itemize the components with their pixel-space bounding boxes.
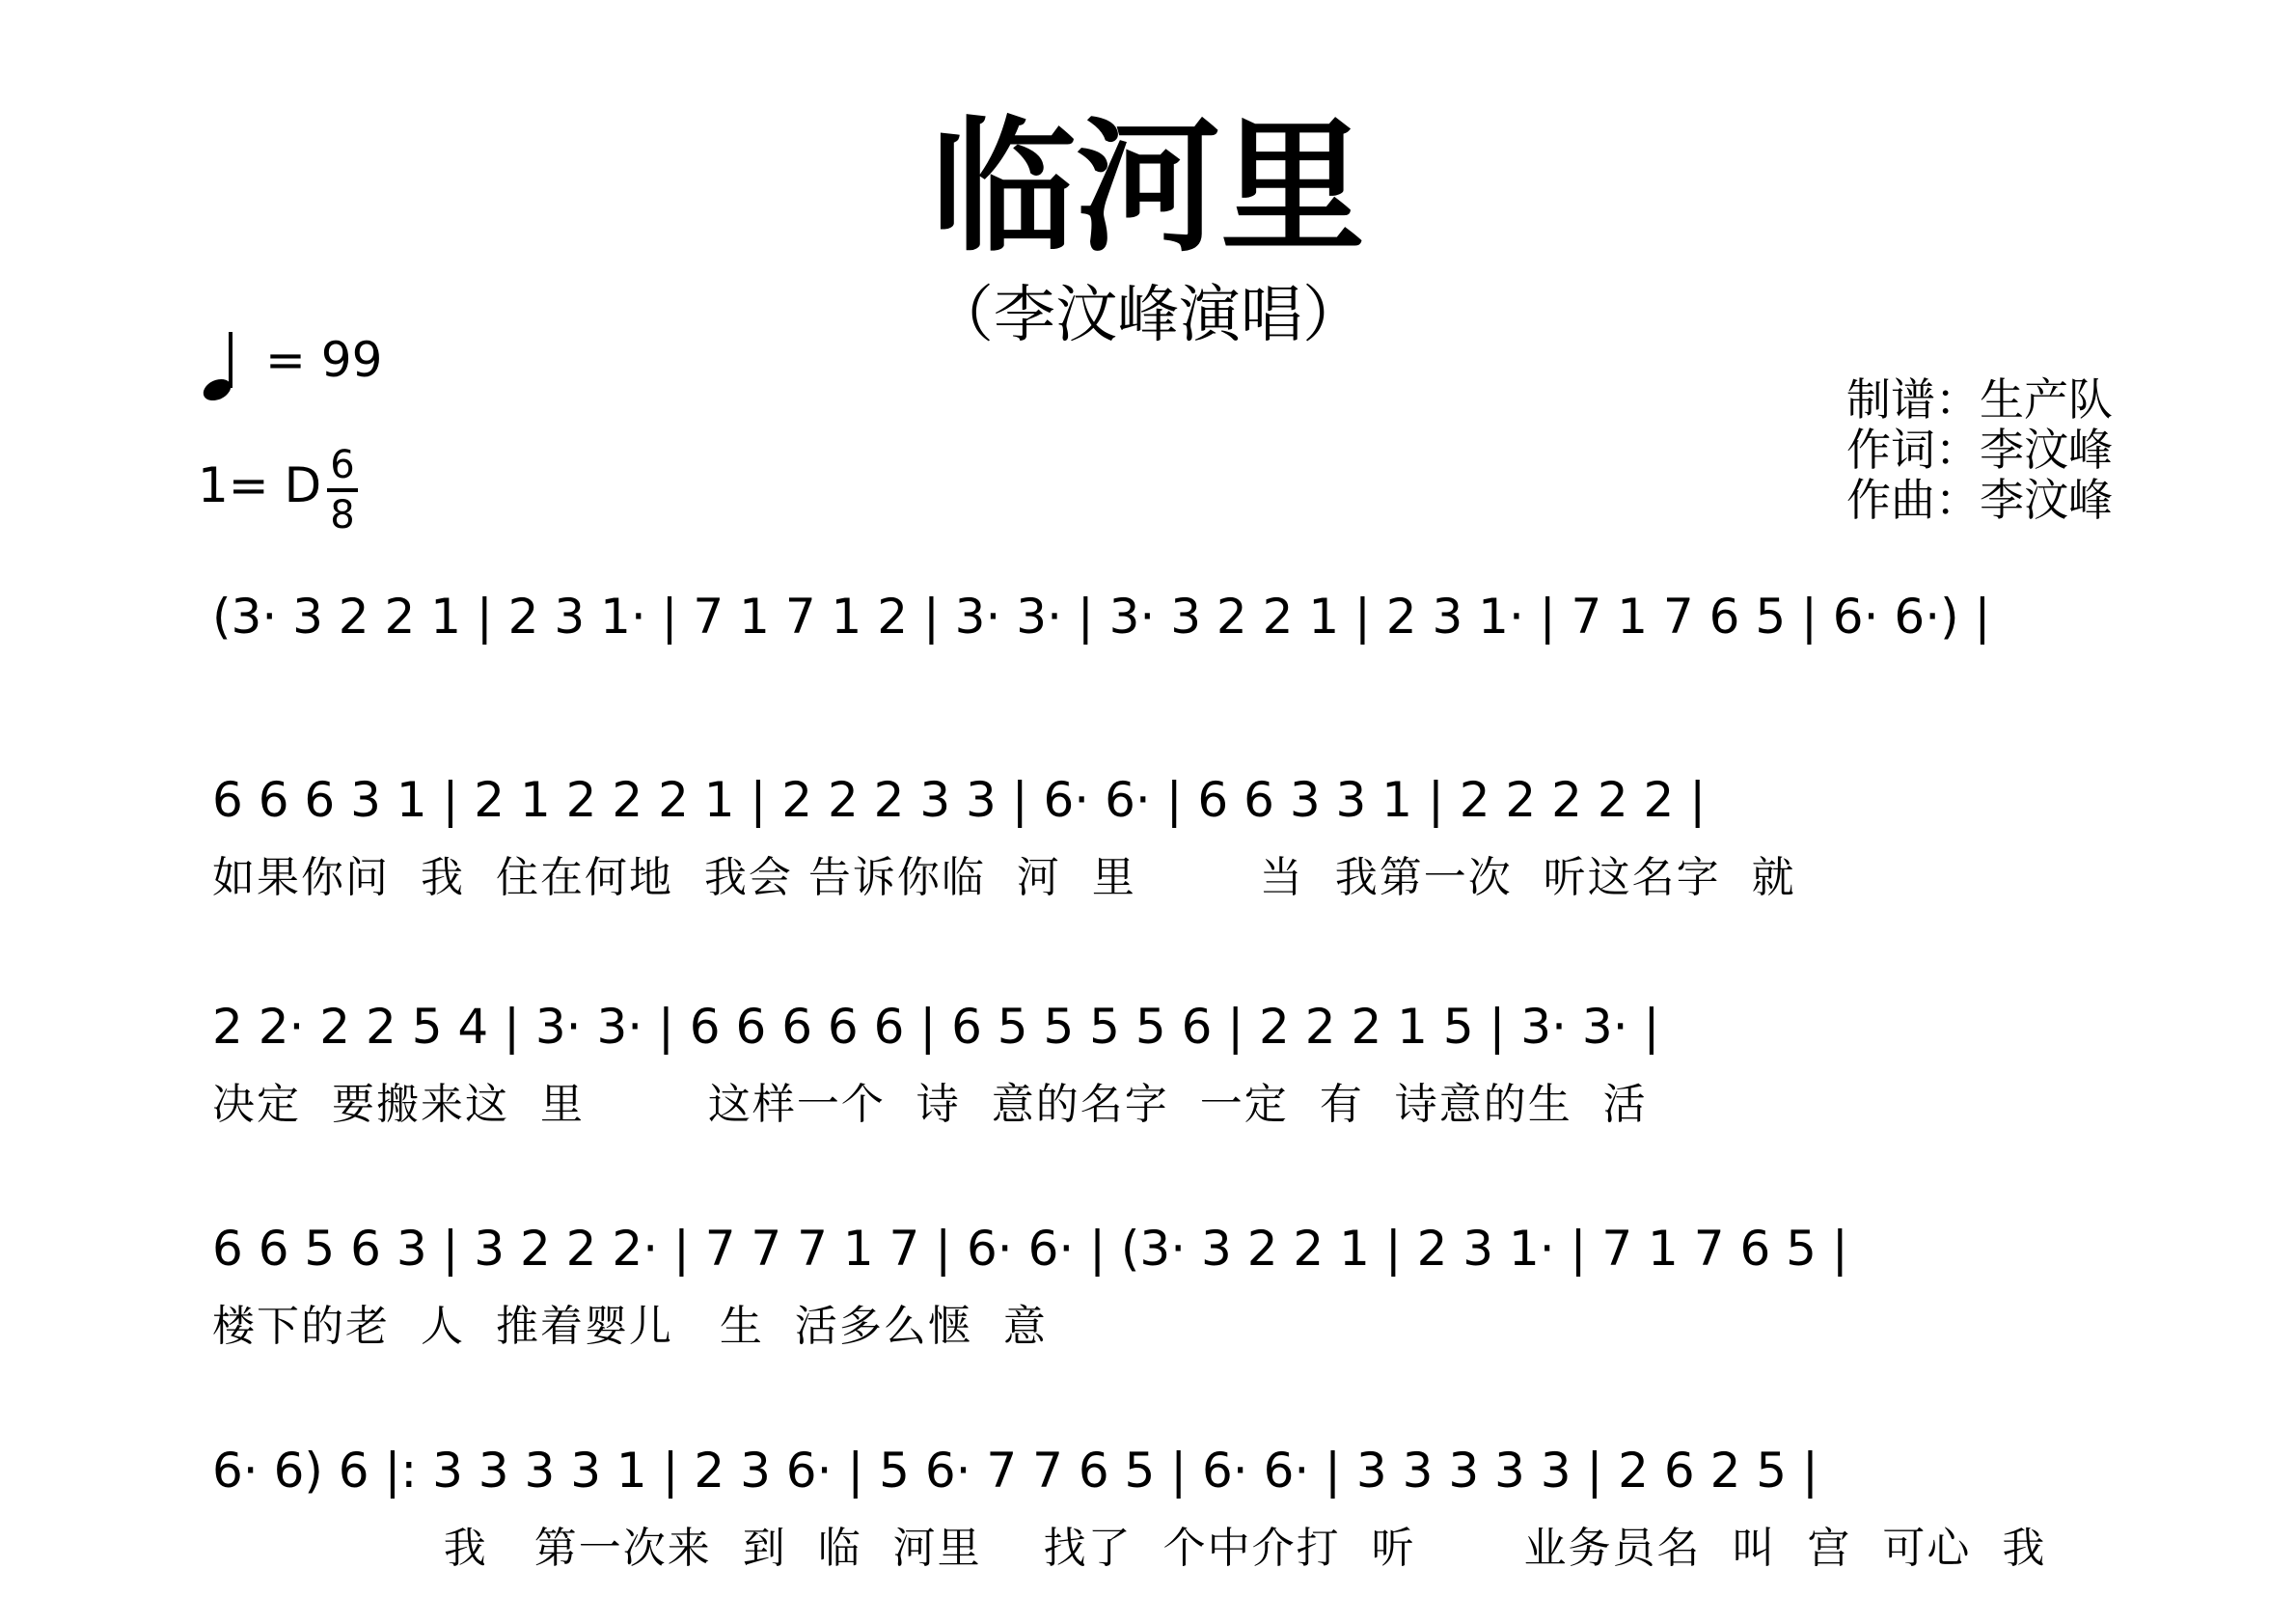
time-signature (323, 443, 362, 537)
notes-line: 6· 6) 6 |: 3 3 3 3 1 | 2 3 6· | 5 6· 7 7 6 5 | 6· 6· | 3 3 3 3 3 | 2 6 2 5 | (212, 1443, 1818, 1499)
notes-line: 6 6 5 6 3 | 3 2 2 2· | 7 7 7 1 7 | 6· 6· | (3· 3 2 2 1 | 2 3 1· | 7 1 7 6 5 | (212, 1221, 1848, 1277)
notes-line: 2 2· 2 2 5 4 | 3· 3· | 6 6 6 6 6 | 6 5 5 5 5 6 | 2 2 2 1 5 | 3· 3· | (212, 999, 1660, 1055)
score-system-4 (212, 1211, 2118, 1351)
score-system-2 (212, 762, 2118, 902)
score-system-5 (212, 1433, 2118, 1573)
lyrics-line: 我 第一次来 到 临 河里 找了 个中介打 听 业务员名 叫 宫 可心 我 (212, 1524, 2047, 1573)
lyrics-line: 楼下的老 人 推着婴儿 生 活多么惬 意 (212, 1302, 1048, 1351)
meter-divider (327, 488, 358, 492)
lyrics-line: 决定 要搬来这 里 这样一个 诗 意的名字 一定 有 诗意的生 活 (212, 1080, 1648, 1129)
song-title: 临河里 (930, 104, 1365, 272)
key-signature: 1= D (198, 457, 322, 513)
credit-lyricist: 作词：李汶峰 (1846, 424, 2113, 476)
quarter-note-icon (198, 328, 236, 405)
song-subtitle: （李汶峰演唱） (932, 280, 1364, 351)
tempo-value: = 99 (265, 332, 383, 388)
credit-arranger: 制谱：生产队 (1846, 373, 2113, 426)
jianpu-notes (212, 762, 2118, 838)
notes-line: 6 6 6 3 1 | 2 1 2 2 2 1 | 2 2 2 3 3 | 6· 6· | 6 6 3 3 1 | 2 2 2 2 2 | (212, 772, 1707, 828)
credits-block (1846, 374, 2113, 525)
jianpu-notes (212, 989, 2118, 1064)
score-system-1 (212, 579, 2118, 704)
notes-line: (3· 3 2 2 1 | 2 3 1· | 7 1 7 1 2 | 3· 3· | 3· 3 2 2 1 | 2 3 1· | 7 1 7 6 5 | 6· 6·) | (212, 589, 1991, 645)
lyrics-line: 如果你问 我 住在何地 我会 告诉你临 河 里 当 我第一次 听这名字 就 (212, 853, 1796, 902)
credit-composer: 作曲：李汶峰 (1846, 474, 2113, 526)
jianpu-notes (212, 579, 2118, 654)
meter-numerator: 6 (330, 443, 355, 487)
jianpu-notes (212, 1433, 2118, 1508)
meter-denominator: 8 (330, 493, 355, 537)
score-system-3 (212, 989, 2118, 1129)
jianpu-notes (212, 1211, 2118, 1286)
